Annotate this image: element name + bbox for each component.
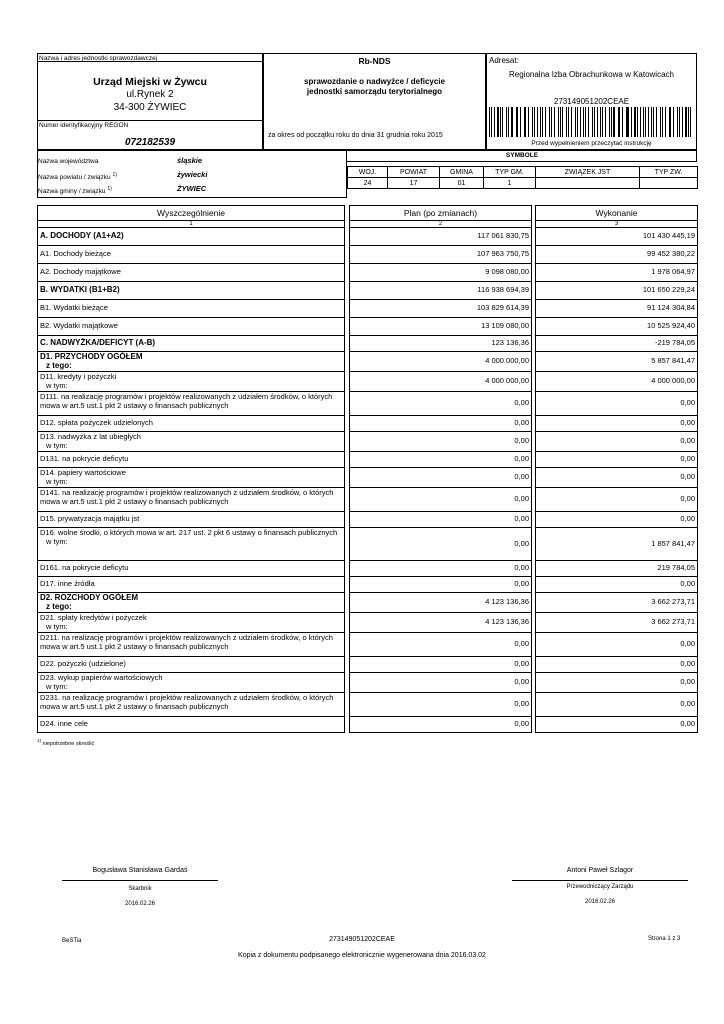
barcode-bar (580, 107, 581, 137)
table-row (38, 693, 698, 717)
row-sublabel: w tym: (46, 536, 68, 546)
execution-value: 0,00 (536, 717, 698, 733)
signer-right-name: Antoni Paweł Szlagor (566, 867, 634, 874)
execution-value: 1 857 841,47 (536, 528, 698, 561)
barcode-bar (670, 107, 671, 137)
execution-value: 91 124 304,84 (536, 300, 698, 318)
plan-value: 4 123 136,36 (350, 593, 532, 613)
barcode-bar (673, 107, 674, 137)
entity-box (37, 53, 263, 150)
row-label-text: D12. spłata pożyczek udzielonych (40, 418, 153, 428)
row-sublabel: w tym: (46, 380, 68, 390)
barcode-bar (640, 107, 641, 137)
entity-label: Nazwa i adres jednostki sprawozdawczej (39, 55, 158, 62)
plan-value: 0,00 (350, 561, 532, 577)
symbol-value (536, 178, 640, 189)
barcode-bar (575, 107, 577, 137)
signature-line-right (512, 880, 688, 881)
barcode-bar (558, 107, 559, 137)
barcode-bar (549, 107, 550, 137)
table-row (38, 336, 698, 352)
execution-value: 219 784,05 (536, 561, 698, 577)
row-label (38, 633, 345, 657)
barcode-bar (609, 107, 610, 137)
signer-left-role: Skarbnik (128, 886, 152, 892)
row-label (38, 228, 345, 246)
execution-value: 0,00 (536, 693, 698, 717)
row-label (38, 318, 345, 336)
instruction-note: Przed wypełnieniem przeczytać instrukcję (531, 140, 652, 147)
table-row (38, 300, 698, 318)
plan-value: 0,00 (350, 657, 532, 673)
document-id: 273149051202CEAE (553, 97, 630, 106)
barcode-bar (540, 107, 541, 137)
plan-value: 123 136,36 (350, 336, 532, 352)
barcode-bar (545, 107, 546, 137)
plan-value: 0,00 (350, 468, 532, 488)
barcode-bar (597, 107, 598, 137)
row-label-text: B2. Wydatki majątkowe (40, 321, 118, 331)
col-header-execution: Wykonanie (536, 206, 698, 221)
symbol-header: TYP GM. (484, 167, 536, 178)
col-header-description: Wyszczególnienie (38, 206, 345, 221)
row-sublabel: w tym: (46, 476, 68, 486)
execution-value: 10 525 924,40 (536, 318, 698, 336)
col-number-3: 3 (536, 221, 698, 228)
entity-street: ul.Rynek 2 (126, 89, 174, 100)
plan-value: 0,00 (350, 416, 532, 432)
barcode-bar (489, 107, 490, 137)
plan-value: 4 000 000,00 (350, 352, 532, 372)
budget-table (37, 205, 698, 733)
row-label-text: D24. inne cele (40, 719, 88, 729)
signer-left-name: Bogusława Stanisława Gardaś (92, 867, 188, 874)
barcode-bar (520, 107, 521, 137)
col-number-1: 1 (38, 221, 345, 228)
barcode-bar (491, 107, 492, 137)
barcode-bar (665, 107, 666, 137)
table-row (38, 264, 698, 282)
barcode-bar (500, 107, 501, 137)
row-label-text: D111. na realizację programów i projektów realizowanych z udziałem środków, o których mowa w art.5 ust.1 pkt 2 ustawy o finansach publicznych (40, 392, 333, 410)
row-label (38, 352, 345, 372)
voivodeship-value: śląskie (177, 156, 203, 165)
row-label (38, 416, 345, 432)
plan-value: 0,00 (350, 673, 532, 693)
row-label (38, 468, 345, 488)
entity-name: Urząd Miejski w Żywcu (93, 76, 207, 88)
execution-value: 99 452 380,22 (536, 246, 698, 264)
powiat-label: Nazwa powiatu / związku $^{1)}$ (38, 172, 117, 182)
plan-value: 0,00 (350, 392, 532, 416)
table-row (38, 717, 698, 733)
row-label-text: A2. Dochody majątkowe (40, 267, 121, 277)
barcode-bar (528, 107, 529, 137)
barcode-bar (506, 107, 507, 137)
row-label (38, 392, 345, 416)
execution-value: 3 662 273,71 (536, 593, 698, 613)
table-row (38, 432, 698, 452)
barcode-bar (690, 107, 691, 137)
row-label (38, 512, 345, 528)
execution-value: 0,00 (536, 633, 698, 657)
row-label-text: D2. ROZCHODY OGÓŁEM (40, 593, 139, 602)
barcode-bar (634, 107, 636, 137)
barcode-bar (502, 107, 503, 137)
row-label-text: D1. PRZYCHODY OGÓŁEM (40, 352, 143, 361)
row-label-text: B1. Wydatki bieżące (40, 303, 108, 313)
addressee-name: Regionalna Izba Obrachunkowa w Katowicach (509, 70, 674, 79)
barcode-bar (554, 107, 555, 137)
barcode-bar (534, 107, 535, 137)
row-label-text: D15. prywatyzacja majątku jst (40, 514, 140, 524)
symbol-value: 01 (440, 178, 484, 189)
footnote: $^{1)}$ niepotrzebne skreślić (37, 738, 95, 747)
row-label (38, 246, 345, 264)
addressee-label: Adresat: (489, 56, 519, 65)
row-label-text: A1. Dochody bieżące (40, 249, 111, 259)
report-title-box (263, 53, 486, 150)
footer-system: BeSTia (62, 938, 82, 944)
region-block (37, 150, 697, 198)
symbols-title: SYMBOLE (505, 152, 539, 159)
row-label (38, 336, 345, 352)
table-row (38, 657, 698, 673)
row-label-text: D17. inne źródła (40, 579, 95, 589)
row-label-text: D11. kredyty i pożyczki (40, 372, 117, 381)
execution-value: 0,00 (536, 673, 698, 693)
signature-line-left (62, 880, 218, 881)
barcode-bar (645, 107, 646, 137)
symbol-value: 1 (484, 178, 536, 189)
barcode-bar (618, 107, 619, 137)
row-sublabel: z tego: (46, 360, 72, 370)
barcode-bar (583, 107, 584, 137)
table-row (38, 528, 698, 561)
barcode-bar (497, 107, 499, 137)
barcode-bar (669, 107, 670, 137)
row-sublabel: w tym: (46, 440, 68, 450)
table-row (38, 372, 698, 392)
plan-value: 9 098 080,00 (350, 264, 532, 282)
barcode-bar (605, 107, 606, 137)
plan-value: 0,00 (350, 577, 532, 593)
plan-value: 0,00 (350, 528, 532, 561)
execution-value: 3 662 273,71 (536, 613, 698, 633)
table-row (38, 577, 698, 593)
barcode-bar (622, 107, 623, 137)
barcode-bar (602, 107, 603, 137)
plan-value: 0,00 (350, 488, 532, 512)
barcode-bar (627, 107, 628, 137)
barcode-bar (542, 107, 543, 137)
table-row (38, 416, 698, 432)
barcode-bar (511, 107, 513, 137)
table-row (38, 452, 698, 468)
barcode-bar (525, 107, 526, 137)
symbol-value: 17 (388, 178, 440, 189)
row-label (38, 673, 345, 693)
plan-value: 4 000 000,00 (350, 372, 532, 392)
row-label-text: C. NADWYŻKA/DEFICYT (A-B) (40, 338, 156, 348)
symbol-value: 24 (348, 178, 388, 189)
footer-doc-id: 273149051202CEAE (329, 936, 395, 943)
report-code: Rb-NDS (358, 56, 391, 66)
table-row (38, 228, 698, 246)
row-label (38, 300, 345, 318)
plan-value: 0,00 (350, 633, 532, 657)
row-label-text: D231. na realizację programów i projektów realizowanych z udziałem środków, o których mowa w art.5 ust.1 pkt 2 ustawy o finansach publicznych (40, 693, 334, 711)
plan-value: 116 938 694,39 (350, 282, 532, 300)
signer-right-date: 2016.02.26 (584, 899, 616, 905)
barcode-bar (524, 107, 525, 137)
execution-value: 101 650 229,24 (536, 282, 698, 300)
row-label-text: D16. wolne środki, o których mowa w art. 217 ust. 2 pkt 6 ustawy o finansach publicznych (40, 528, 338, 537)
barcode-bar (508, 107, 509, 137)
barcode-bar (626, 107, 627, 137)
row-label (38, 528, 345, 561)
gmina-value: ŻYWIEC (177, 184, 207, 193)
row-label-text: D161. na pokrycie deficytu (40, 563, 129, 573)
table-row (38, 488, 698, 512)
row-sublabel: z tego: (46, 601, 72, 611)
symbol-value (640, 178, 698, 189)
row-label-text: D141. na realizację programów i projektów realizowanych z udziałem środków, o których mowa w art.5 ust.1 pkt 2 ustawy o finansach publicznych (40, 488, 334, 506)
barcode-bar (594, 107, 595, 137)
barcode-bar (637, 107, 638, 137)
row-label (38, 593, 345, 613)
barcode-bar (551, 107, 553, 137)
barcode-bar (600, 107, 601, 137)
execution-value: 0,00 (536, 416, 698, 432)
barcode-bar (571, 107, 572, 137)
row-sublabel: w tym: (46, 681, 68, 691)
barcode-bar (560, 107, 561, 137)
barcode-bar (682, 107, 683, 137)
entity-city: 34-300 ŻYWIEC (113, 102, 187, 113)
row-label (38, 693, 345, 717)
row-sublabel: w tym: (46, 621, 68, 631)
execution-value: 101 430 445,19 (536, 228, 698, 246)
barcode-bar (577, 107, 578, 137)
barcode-bar (566, 107, 567, 137)
row-label (38, 432, 345, 452)
execution-value: 0,00 (536, 468, 698, 488)
barcode-bar (562, 107, 563, 137)
barcode-bar (532, 107, 534, 137)
row-label (38, 452, 345, 468)
table-row (38, 392, 698, 416)
row-label (38, 488, 345, 512)
execution-value: 0,00 (536, 512, 698, 528)
execution-value: 0,00 (536, 432, 698, 452)
barcode-bar (537, 107, 538, 137)
table-row (38, 282, 698, 300)
row-label-text: D211. na realizację programów i projektów realizowanych z udziałem środków, o których mowa w art.5 ust.1 pkt 2 ustawy o finansach publicznych (40, 633, 333, 651)
execution-value: 0,00 (536, 488, 698, 512)
row-label (38, 717, 345, 733)
symbols-table (347, 166, 698, 189)
plan-value: 0,00 (350, 512, 532, 528)
plan-value: 117 061 830,75 (350, 228, 532, 246)
table-row (38, 673, 698, 693)
row-label-text: D14. papiery wartościowe (40, 468, 126, 477)
table-row (38, 246, 698, 264)
barcode-bar (631, 107, 632, 137)
plan-value: 4 123 136,36 (350, 613, 532, 633)
report-title-line1: sprawozdanie o nadwyżce / deficycie (304, 77, 445, 86)
table-row (38, 468, 698, 488)
barcode-bar (585, 107, 586, 137)
plan-value: 0,00 (350, 452, 532, 468)
row-label (38, 657, 345, 673)
row-label (38, 372, 345, 392)
barcode-bar (660, 107, 661, 137)
footer-copy-note: Kopia z dokumentu podpisanego elektronicznie wygenerowana dnia 2016.03.02 (238, 952, 486, 959)
symbol-header: GMINA (440, 167, 484, 178)
col-number-2: 2 (350, 221, 532, 228)
regon-label: Numer identyfikacyjny REGON (39, 122, 129, 129)
execution-value: 0,00 (536, 657, 698, 673)
table-row (38, 593, 698, 613)
row-label (38, 561, 345, 577)
table-row (38, 613, 698, 633)
barcode-bar (517, 107, 518, 137)
plan-value: 0,00 (350, 717, 532, 733)
barcode-bar (611, 107, 612, 137)
voivodeship-label: Nazwa województwa (38, 158, 99, 165)
barcode-bar (516, 107, 517, 137)
symbol-header: WOJ. (348, 167, 388, 178)
barcode-bar (685, 107, 686, 137)
row-label-text: A. DOCHODY (A1+A2) (40, 231, 124, 241)
signer-right-role: Przewodniczący Zarządu (566, 884, 634, 890)
table-row (38, 633, 698, 657)
row-label-text: D22. pożyczki (udzielone) (40, 659, 126, 669)
barcode-bar (656, 107, 657, 137)
regon-value: 072182539 (124, 137, 176, 148)
plan-value: 0,00 (350, 693, 532, 717)
report-title-line2: jednostki samorządu terytorialnego (306, 87, 443, 96)
barcode-bar (651, 107, 652, 137)
table-row (38, 318, 698, 336)
table-row (38, 512, 698, 528)
row-label (38, 613, 345, 633)
execution-value: 0,00 (536, 577, 698, 593)
table-row (38, 561, 698, 577)
execution-value: 0,00 (536, 452, 698, 468)
row-label-text: D13. nadwyżka z lat ubiegłych (40, 432, 141, 441)
signer-left-date: 2016.02.26 (124, 901, 156, 907)
powiat-value: żywiecki (177, 170, 208, 179)
row-label (38, 577, 345, 593)
table-row (38, 352, 698, 372)
col-header-plan: Plan (po zmianach) (350, 206, 532, 221)
execution-value: 4 000 000,00 (536, 372, 698, 392)
row-label-text: D21. spłaty kredytów i pożyczek (40, 613, 147, 622)
execution-value: -219 784,05 (536, 336, 698, 352)
execution-value: 5 857 841,47 (536, 352, 698, 372)
barcode (489, 107, 694, 137)
barcode-bar (677, 107, 679, 137)
execution-value: 1 978 064,97 (536, 264, 698, 282)
barcode-bar (592, 107, 593, 137)
symbol-header: TYP ZW. (640, 167, 698, 178)
gmina-label: Nazwa gminy / związku $^{1)}$ (38, 186, 112, 196)
barcode-bar (568, 107, 569, 137)
barcode-bar (688, 107, 689, 137)
report-period: za okres od początku roku do dnia 31 grudnia roku 2015 (268, 132, 443, 139)
row-label-text: D23. wykup papierów wartościowych (40, 673, 163, 682)
barcode-bar (494, 107, 495, 137)
barcode-bar (662, 107, 663, 137)
plan-value: 103 829 614,39 (350, 300, 532, 318)
row-label-text: B. WYDATKI (B1+B2) (40, 285, 120, 295)
plan-value: 13 109 080,00 (350, 318, 532, 336)
row-label-text: D131. na pokrycie deficytu (40, 454, 129, 464)
row-label (38, 264, 345, 282)
row-label (38, 282, 345, 300)
plan-value: 107 963 750,75 (350, 246, 532, 264)
symbol-header: POWIAT (388, 167, 440, 178)
barcode-bar (619, 107, 620, 137)
footer-page: Strona 1 z 3 (648, 936, 681, 942)
barcode-bar (648, 107, 649, 137)
barcode-bar (679, 107, 680, 137)
symbol-header: ZWIĄZEK JST (536, 167, 640, 178)
execution-value: 0,00 (536, 392, 698, 416)
barcode-bar (588, 107, 590, 137)
barcode-bar (653, 107, 655, 137)
barcode-bar (643, 107, 644, 137)
barcode-bar (613, 107, 615, 137)
plan-value: 0,00 (350, 432, 532, 452)
